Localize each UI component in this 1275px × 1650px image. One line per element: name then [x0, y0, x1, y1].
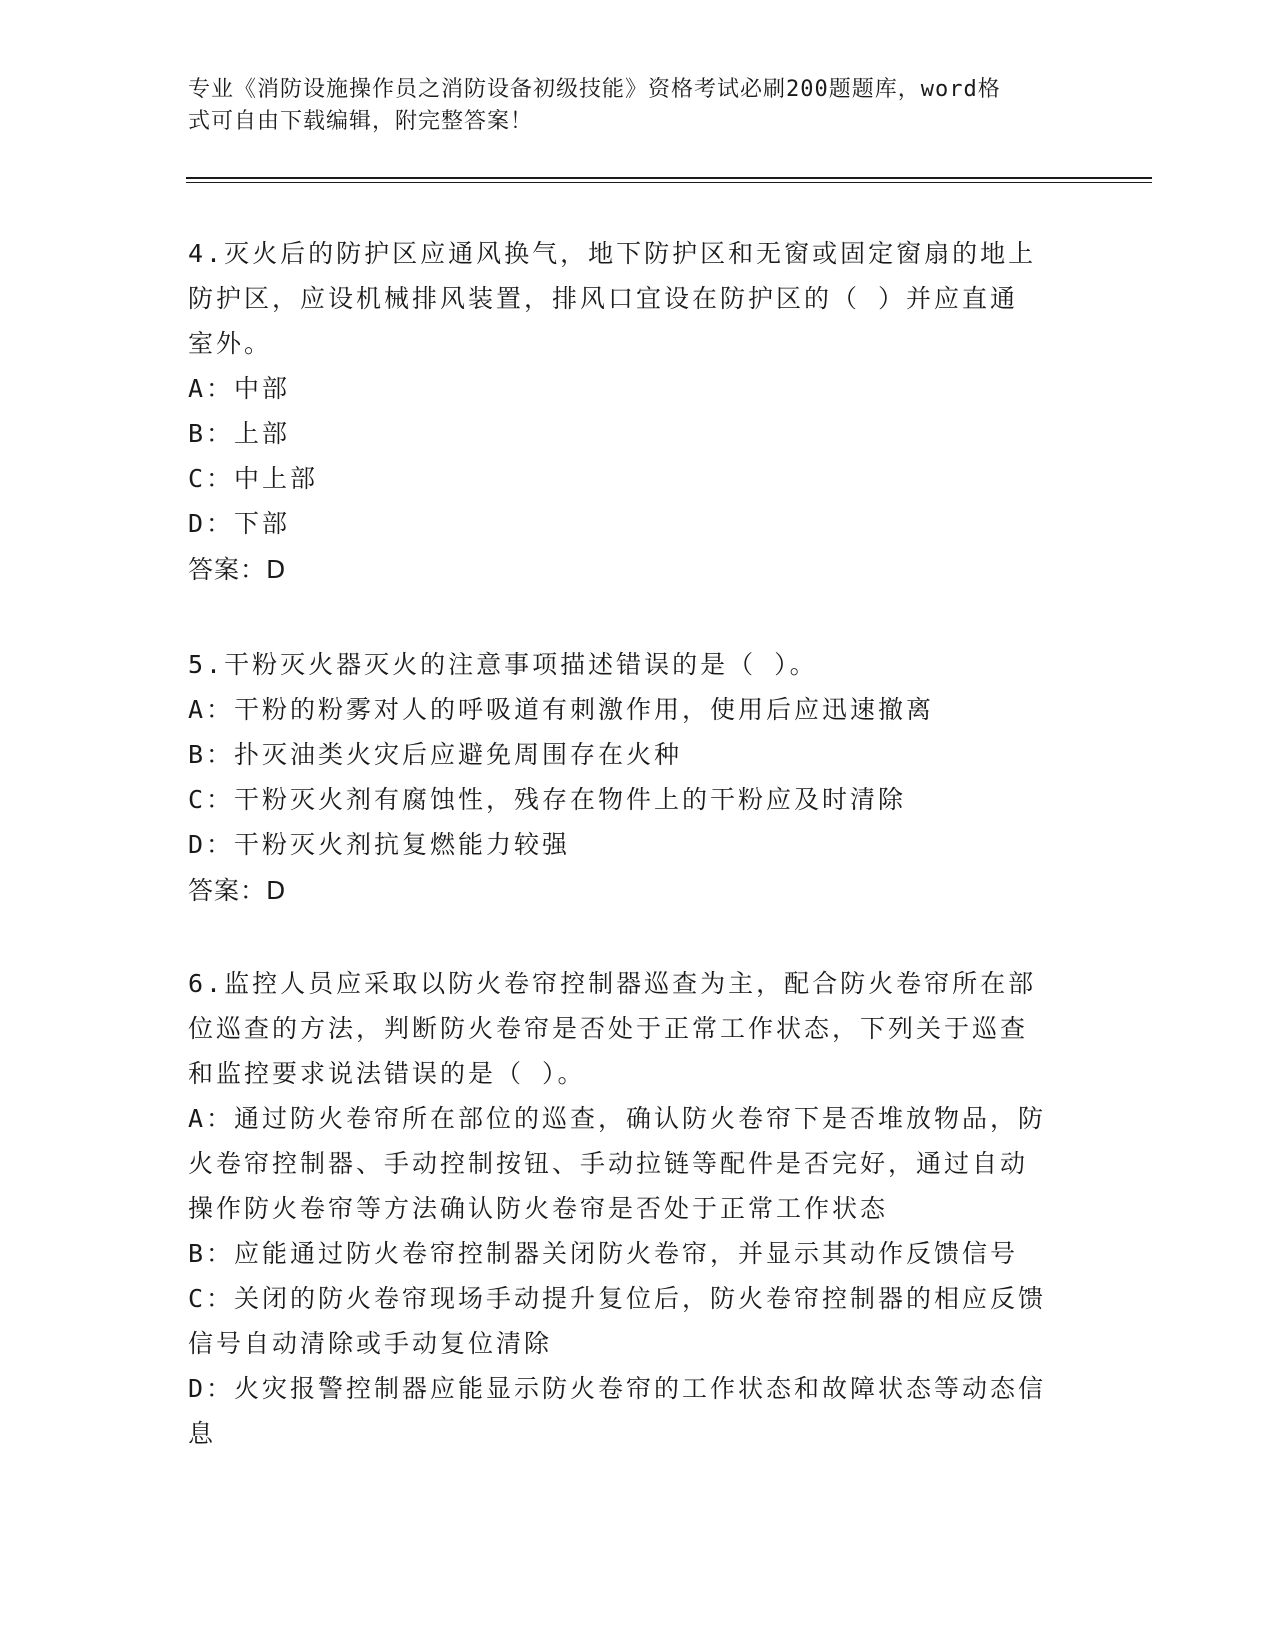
- question-stem-line: 和监控要求说法错误的是（ ）。: [188, 1059, 586, 1088]
- question-stem-line: 4.灭火后的防护区应通风换气，地下防护区和无窗或固定窗扇的地上: [188, 239, 1037, 268]
- option-a: [188, 1096, 1068, 1231]
- option-c: [188, 1276, 1068, 1366]
- question-4: [188, 231, 1068, 592]
- option-d-line: D：火灾报警控制器应能显示防火卷帘的工作状态和故障状态等动态信: [188, 1374, 1047, 1403]
- header-line-1: 专业《消防设施操作员之消防设备初级技能》资格考试必刷200题题库，word格: [188, 77, 1001, 102]
- question-stem-line: 5.干粉灭火器灭火的注意事项描述错误的是（ ）。: [188, 650, 818, 679]
- option-a-line: 火卷帘控制器、手动控制按钮、手动拉链等配件是否完好，通过自动: [188, 1149, 1029, 1178]
- option-b: B：上部: [188, 419, 291, 448]
- header-divider-thick: [186, 177, 1152, 179]
- option-a: A：中部: [188, 374, 291, 403]
- answer-label: 答案：D: [188, 555, 287, 584]
- option-a-line: 操作防火卷帘等方法确认防火卷帘是否处于正常工作状态: [188, 1194, 889, 1223]
- question-stem-line: 防护区，应设机械排风装置，排风口宜设在防护区的（ ）并应直通: [188, 284, 1019, 313]
- option-a-line: A：通过防火卷帘所在部位的巡查，确认防火卷帘下是否堆放物品，防: [188, 1104, 1047, 1133]
- option-c: C：干粉灭火剂有腐蚀性，残存在物件上的干粉应及时清除: [188, 785, 907, 814]
- document-header: [188, 74, 1088, 138]
- option-c-line: C：关闭的防火卷帘现场手动提升复位后，防火卷帘控制器的相应反馈: [188, 1284, 1047, 1313]
- option-c-line: 信号自动清除或手动复位清除: [188, 1329, 553, 1358]
- answer-label: 答案：D: [188, 876, 287, 905]
- option-d: D：下部: [188, 509, 291, 538]
- header-divider-thin: [186, 182, 1152, 183]
- option-d-line: 息: [188, 1419, 217, 1448]
- option-b: B：应能通过防火卷帘控制器关闭防火卷帘，并显示其动作反馈信号: [188, 1239, 1019, 1268]
- option-d: [188, 1366, 1068, 1456]
- question-stem-line: 室外。: [188, 329, 273, 358]
- option-c: C：中上部: [188, 464, 319, 493]
- header-line-2: 式可自由下载编辑，附完整答案！: [188, 109, 534, 134]
- option-a: A：干粉的粉雾对人的呼吸道有刺激作用，使用后应迅速撤离: [188, 695, 935, 724]
- question-stem-line: 位巡查的方法，判断防火卷帘是否处于正常工作状态，下列关于巡查: [188, 1014, 1029, 1043]
- option-b: B：扑灭油类火灾后应避免周围存在火种: [188, 740, 683, 769]
- question-5: [188, 642, 1068, 913]
- question-6: [188, 961, 1068, 1456]
- question-stem-line: 6.监控人员应采取以防火卷帘控制器巡查为主，配合防火卷帘所在部: [188, 969, 1037, 998]
- option-d: D：干粉灭火剂抗复燃能力较强: [188, 830, 571, 859]
